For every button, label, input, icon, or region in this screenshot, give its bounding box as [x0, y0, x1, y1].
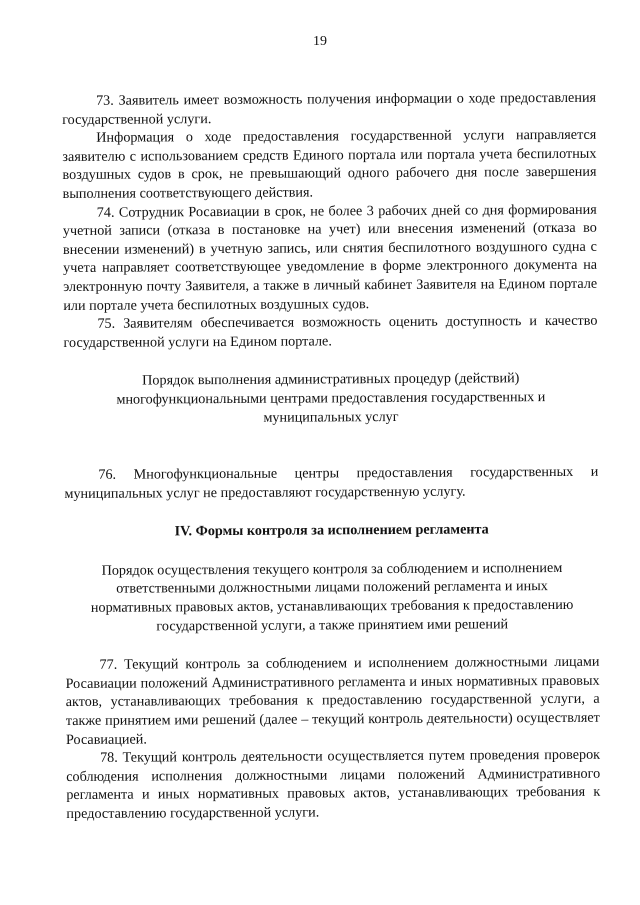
paragraph-78: 78. Текущий контроль деятельности осуществляется путем проведения проверок соблюдения исполнения должностными лицами положений Административного регламента и иных нормативных правовых актов, устанавливающих требования к предоставлению государственной услуги. — [66, 746, 601, 822]
heading-current-control: Порядок осуществления текущего контроля за соблюдением и исполнением ответственными должностными лицами положений регламента и иных нормативных правовых актов, устанавливающих требования к предоставлению государственной услуги, а также принятием ими решений — [90, 559, 574, 635]
paragraph-73: 73. Заявитель имеет возможность получения информации о ходе предоставления государственной услуги. — [62, 89, 597, 128]
paragraph-77: 77. Текущий контроль за соблюдением и исполнением должностными лицами Росавиации положений Административного регламента и иных нормативных правовых актов, устанавливающих требования к предоставлению государственной услуги, а также принятием ими решений (далее – текущий контроль деятельности) осуществляет Росавиацией. — [65, 653, 600, 748]
heading-mfc-procedures: Порядок выполнения административных процедур (действий) многофункциональными центрами предоставления государственных и муниципальных услуг — [116, 370, 546, 426]
paragraph-75: 75. Заявителям обеспечивается возможность оценить доступность и качество государственной услуги на Едином портале. — [63, 312, 598, 351]
paragraph-73-info: Информация о ходе предоставления государственной услуги направляется заявителю с использованием средств Единого портала или портала учета беспилотных воздушных судов в срок, не превышающий одного рабочего дня после завершения выполнения соответствующего действия. — [62, 126, 597, 202]
page-number: 19 — [313, 34, 327, 49]
spacer — [64, 425, 598, 466]
paragraph-74: 74. Сотрудник Росавиации в срок, не более 3 рабочих дней со дня формирования учетной записи (отказа в постановке на учет) или внесения изменений (отказа во внесении изменений) в учетную запись, или снятия беспилотного воздушного судна с учета направляет соответствующее уведомление в форме электронного документа на электронную почту Заявителя, а также в личный кабинет Заявителя на Едином портале или портале учета беспилотных воздушных судов. — [62, 201, 598, 314]
paragraph-76: 76. Многофункциональные центры предоставления государственных и муниципальных услуг не предоставляют государственную услугу. — [64, 463, 599, 502]
document-body — [62, 89, 600, 824]
heading-section-iv: IV. Формы контроля за исполнением регламента — [174, 521, 489, 540]
